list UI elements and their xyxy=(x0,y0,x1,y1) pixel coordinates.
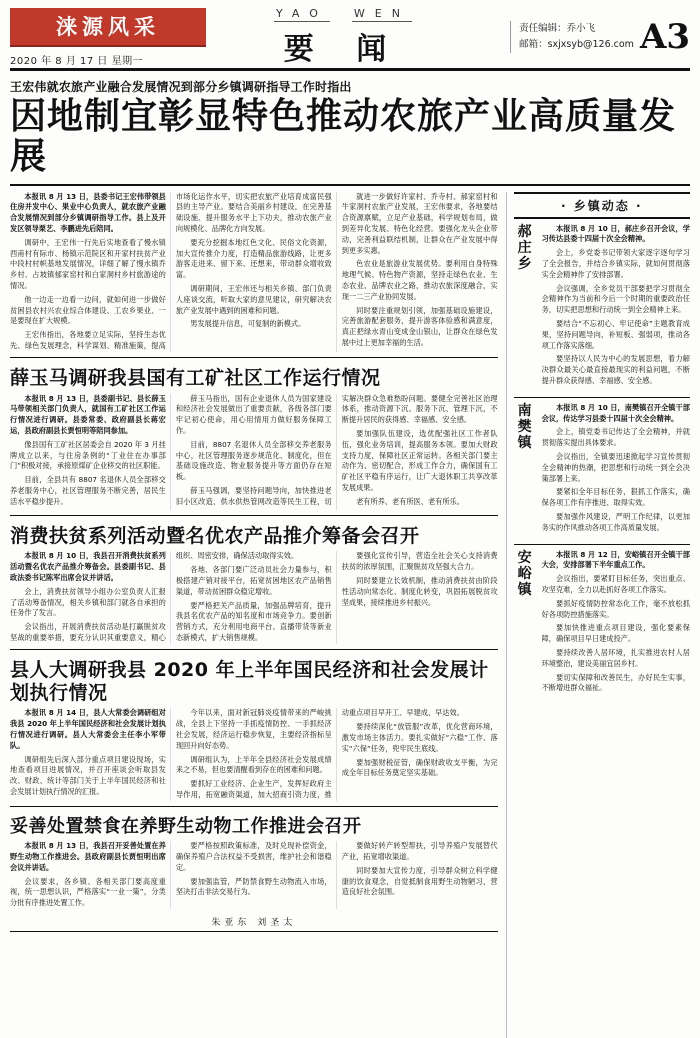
paragraph: 薛玉马强调，要坚持问题导向，加快推进老旧小区改造、供水供热管网改造等民生工程，切实解决群众急难愁盼问题。要健全完善社区治理体系，推动资源下沉、服务下沉、管理下沉，不断提升居民的获得感、幸福感、安全感。 xyxy=(175,393,498,506)
editor-contact xyxy=(510,21,634,53)
section-body-wildlife xyxy=(10,841,498,909)
dateline: 本报讯 8 月 10 日，南樊镇召开全镇干部会议，传达学习县委十四届十次全会精神。 xyxy=(541,402,690,423)
lead-divider xyxy=(10,184,690,186)
township-name: 安峪镇 xyxy=(517,549,532,598)
paragraph: 要加快推进重点项目建设，强化要素保障，确保项目早日建成投产。 xyxy=(541,623,690,644)
paragraph: 要结合“不忘初心、牢记使命”主题教育成果，坚持问题导向，补短板、强弱项，推动各项工作落实落细。 xyxy=(541,319,690,350)
sidebar-divider xyxy=(514,544,690,545)
section-heading-mining: 薛玉马调研我县国有工矿社区工作运行情况 xyxy=(10,366,381,389)
paragraph: 老有所养、老有所医、老有所乐。 xyxy=(356,496,464,506)
paragraph: 调研期间，王宏伟还与相关乡镇、部门负责人座谈交流，听取大家的意见建议，研究解决农旅产业发展中遇到的困难和问题。 xyxy=(175,284,332,315)
paragraph: 会上，镇党委书记传达了全会精神，并就贯彻落实提出具体要求。 xyxy=(541,427,690,448)
masthead xyxy=(10,8,690,71)
township-body xyxy=(542,403,690,537)
editor-line: 责任编辑：乔小飞 xyxy=(519,22,596,34)
paragraph: 要持续改善人居环境，扎实推进农村人居环境整治，建设美丽宜居乡村。 xyxy=(541,647,690,668)
sidebar-township-news xyxy=(506,192,690,1038)
dateline: 本报讯 8 月 10 日，郝庄乡召开会议，学习传达县委十四届十次全会精神。 xyxy=(541,223,690,244)
township-body xyxy=(542,550,690,698)
body-layout xyxy=(10,192,690,1038)
paragraph: 要做好转产转型帮扶，引导养殖户发展替代产业，拓宽增收渠道。 xyxy=(341,841,498,862)
lead-body xyxy=(10,192,498,352)
paragraph: 要加强作风建设，严明工作纪律，以更加务实的作风推动各项工作高质量发展。 xyxy=(541,511,690,532)
paragraph: 男发展提升信息，可复制的新模式。 xyxy=(190,319,306,329)
paragraph: 调研组认为，上半年全县经济社会发展成绩来之不易，但也要清醒看到存在的困难和问题。 xyxy=(175,754,332,775)
paragraph: 色农业是旅游业发展优势。要利用自身特殊地理气候、特色物产资源，坚持走绿色农业、生态农业、品牌农业之路，推动农旅深度融合，实现一二三产业协同发展。 xyxy=(341,259,498,301)
paragraph: 目前，全县共有 8807 名退休人员全部移交养老服务中心，社区管理服务不断完善，居民生活水平稳步提升。 xyxy=(10,475,166,506)
paragraph: 要持续深化“放管服”改革，优化营商环境，激发市场主体活力。要扎实做好“六稳”工作、落实“六保”任务，兜牢民生底线。 xyxy=(341,722,498,753)
list-item xyxy=(514,403,690,537)
dateline: 本报讯 8 月 13 日，我县召开妥善处置在养野生动物工作推进会。县政府副县长贾恒明出席会议并讲话。 xyxy=(10,841,166,872)
dateline: 本报讯 8 月 13 日，县委副书记、县长薛玉马带领相关部门负责人，就国有工矿社区工作运行情况进行调研。县委常委、政府副县长蒋宏运，县政府副县长贾恒明等陪同参加。 xyxy=(10,393,166,435)
township-name: 郝庄乡 xyxy=(517,223,532,272)
paragraph: 要严格把关产品质量，加强品牌培育，提升我县名优农产品的知名度和市场竞争力。要创新营销方式，充分利用电商平台、直播带货等新业态新模式，扩大销售规模。 xyxy=(175,600,332,642)
main-column xyxy=(10,192,498,1038)
list-item xyxy=(514,224,690,390)
paragraph: 会议强调，全乡党员干部要把学习贯彻全会精神作为当前和今后一个时期的重要政治任务，切实把思想和行动统一到全会精神上来。 xyxy=(541,283,690,315)
paragraph xyxy=(542,403,690,425)
email-line: 邮箱：sxjxsyb@126.com xyxy=(519,39,634,50)
dateline: 本报讯 8 月 13 日，县委书记王宏伟带领县住房并发中心、果业中心负责人，就农旅产业融合发展情况到部分乡镇调研指导工作。县上及开发区领导栗艺、李鹏进先后陪同。 xyxy=(10,191,166,234)
dateline: 本报讯 8 月 10 日，我县召开消费扶贫系列活动暨名优农产品推介筹备会。县委副书记、县政法委书记陈军出席会议并讲话。 xyxy=(10,551,166,582)
section-divider xyxy=(10,357,498,358)
paragraph xyxy=(542,550,690,572)
masthead-center xyxy=(206,8,480,66)
paragraph: 会上，消费扶贫领导小组办公室负责人汇报了活动筹备情况，相关乡镇和部门就各自承担的任务作了发言。 xyxy=(10,586,166,618)
footer-rule xyxy=(10,931,498,932)
paragraph: 他一边走一边看一边问，就如何进一步做好贫困县农村兴农业综合体建设、工农乡果业、一是要现在扩大规模。 xyxy=(10,294,166,326)
paragraph: 要充分挖掘本地红色文化、民俗文化资源，加大宣传推介力度，打造精品旅游线路，让更多游客走进来、留下来、还想来，带动群众增收致富。 xyxy=(175,237,332,280)
paragraph: 要强化宣传引导，营造全社会关心支持消费扶贫的浓厚氛围，汇聚脱贫攻坚强大合力。 xyxy=(341,551,498,572)
paragraph: 要紧扣全年目标任务，狠抓工作落实，确保各项工作有序推进、取得实效。 xyxy=(541,487,690,508)
section-title: 要 闻 xyxy=(283,31,403,67)
section-divider xyxy=(10,806,498,807)
section-heading-npc: 县人大调研我县 2020 年上半年国民经济和社会发展计划执行情况 xyxy=(10,658,489,704)
paragraph: 要严格按照政策标准，及时兑现补偿资金，确保养殖户合法权益不受损害，维护社会和谐稳定。 xyxy=(175,841,332,872)
paragraph xyxy=(10,551,166,583)
section-body-poverty xyxy=(10,551,498,643)
dateline: 本报讯 8 月 12 日，安峪镇召开全镇干部大会，安排部署下半年重点工作。 xyxy=(541,549,690,570)
paragraph: 会议指出，要紧盯目标任务，突出重点、攻坚克难，全力以赴抓好各项工作落实。 xyxy=(541,574,690,594)
section-heading-wildlife: 妥善处置禁食在养野生动物工作推进会召开 xyxy=(10,815,362,837)
paragraph: 目前，8807 名退休人员全部移交养老服务中心，社区管理服务逐步规范化、制度化，但在基础设施改造、物业服务提升等方面仍存在短板。 xyxy=(175,439,332,482)
paragraph: 各地、各部门要广泛动员社会力量参与，积极搭建产销对接平台，拓宽贫困地区农产品销售渠道，带动贫困群众稳定增收。 xyxy=(175,565,332,596)
paragraph: 同时要注重规划引领，加强基础设施建设，完善旅游配套服务，提升游客体验感和满意度，真正把绿水青山变成金山银山，让群众在绿色发展中过上更加幸福的生活。 xyxy=(341,305,498,347)
paragraph: 薛玉马指出，国有企业退休人员为国家建设和经济社会发展做出了重要贡献，各级各部门要牢记初心使命，用心用情用力做好服务保障工作。 xyxy=(175,393,332,435)
township-name: 南樊镇 xyxy=(517,402,532,451)
dateline: 本报讯 8 月 14 日，县人大常委会调研组对我县 2020 年上半年国民经济和社会发展计划执行情况进行调研。县人大常委会主任李小军带队。 xyxy=(10,708,166,750)
publication-date: 2020 年 8 月 17 日 星期一 xyxy=(10,56,144,67)
lead-headline: 因地制宜彰显特色推动农旅产业高质量发展 xyxy=(10,96,677,178)
section-divider xyxy=(10,649,498,650)
section-body-npc xyxy=(10,708,498,800)
masthead-right xyxy=(480,8,690,66)
section-divider xyxy=(10,515,498,516)
section-pinyin xyxy=(274,7,412,22)
paragraph: 今年以来，面对新冠肺炎疫情带来的严峻挑战，全县上下坚持一手抓疫情防控、一手抓经济社会发展，经济运行稳步恢复，主要经济指标呈现回升向好态势。 xyxy=(175,708,332,750)
sidebar-title: · 乡镇动态 · xyxy=(514,192,690,219)
paragraph: 要切实保障和改善民生，办好民生实事，不断增进群众福祉。 xyxy=(541,672,690,693)
paragraph: 要加强监管，严防禁食野生动物流入市场，坚决打击非法交易行为。 xyxy=(175,876,332,897)
paragraph: 会议指出，全镇要迅速掀起学习宣传贯彻全会精神的热潮，把思想和行动统一到全会决策部署上来。 xyxy=(541,451,690,483)
pinyin-yao: YAO xyxy=(276,6,328,20)
paragraph: 王宏伟指出，各地要立足实际，坚持生态优先、绿色发展理念，科学谋划、精准施策，提高市场化运作水平，切实把农旅产业培育成富民强县的主导产业。要结合美丽乡村建设，在完善基础设施、提升服务水平上下功夫，推动农旅产业向规模化、品牌化方向发展。 xyxy=(10,191,332,350)
page-number: A3 xyxy=(639,17,690,57)
paragraph: 会议指出，开展消费扶贫活动是打赢脱贫攻坚战的重要举措，要充分认识其重要意义，精心组织、周密安排，确保活动取得实效。 xyxy=(10,551,299,642)
paragraph: 调研组先后深入部分重点项目建设现场，实地查看项目进展情况，并召开座谈会听取县发改、财政、统计等部门关于上半年国民经济和社会发展计划执行情况的汇报。 xyxy=(10,754,166,796)
paragraph xyxy=(10,192,166,235)
paragraph: 要抓好工业经济、企业生产，发挥好政府主导作用，拓宽融资渠道，加大招商引资力度，推动重点项目早开工、早建成、早达效。 xyxy=(175,708,464,799)
list-item xyxy=(514,550,690,698)
sidebar-divider xyxy=(514,397,690,398)
paragraph: 像县国有工矿社区居委会自 2020 年 3 月挂牌成立以来，与住房条例的“丁业住在办事部门”积极对接，承接原煤矿企业移交的社区职能。 xyxy=(10,439,166,471)
paragraph xyxy=(10,841,166,873)
paragraph: 要抓好疫情防控常态化工作，毫不放松抓好各项防控措施落实。 xyxy=(541,598,690,619)
byline: 朱亚东 刘圣太 xyxy=(211,918,297,929)
newspaper-logo: 涞源风采 xyxy=(10,8,206,47)
section-body-mining xyxy=(10,394,498,510)
paragraph: 会上，乡党委书记带领大家逐字逐句学习了全会报告，并结合乡镇实际，就如何贯彻落实全会精神作了安排部署。 xyxy=(541,248,690,279)
masthead-left xyxy=(10,8,206,66)
paragraph: 要加强队伍建设，选优配强社区工作者队伍，强化业务培训，提高服务本领。要加大财政支持力度，保障社区正常运转。各相关部门要主动作为、密切配合，形成工作合力，确保国有工矿社区平稳有序运行，让广大退休职工共享改革发展成果。 xyxy=(341,428,498,492)
lead-kicker: 王宏伟就农旅产业融合发展情况到部分乡镇调研指导工作时指出 xyxy=(10,80,352,94)
section-heading-poverty: 消费扶贫系列活动暨名优农产品推介筹备会召开 xyxy=(10,524,420,547)
paragraph: 同时要加大宣传力度，引导群众树立科学健康的饮食观念，自觉抵制食用野生动物陋习，营造良好社会氛围。 xyxy=(341,865,498,897)
township-body xyxy=(542,224,690,390)
paragraph xyxy=(542,224,690,246)
paragraph xyxy=(10,708,166,751)
paragraph: 要坚持以人民为中心的发展思想，着力解决群众最关心最直接最现实的利益问题，不断提升群众获得感、幸福感、安全感。 xyxy=(541,354,690,385)
paragraph: 调研中，王宏伟一行先后实地查看了慢水镇西甫村有际市、杨镇示范院区和开家村扶贫产业中段村村帜基地发展情况，详细了解了慢水镇乔乡村、占坡镇郁家窑村和白家洞村乡村旅游途的情况。 xyxy=(10,237,166,290)
paragraph: 要加强财税征管，确保财政收支平衡，为完成全年目标任务奠定坚实基础。 xyxy=(341,757,498,778)
pinyin-wen: WEN xyxy=(353,6,410,20)
paragraph xyxy=(10,394,166,437)
paragraph: 同时要建立长效机制，推动消费扶贫由阶段性活动向常态化、制度化转变，巩固拓展脱贫攻坚成果，接续推进乡村振兴。 xyxy=(341,575,498,607)
paragraph: 就进一步做好许家村、乔寺村、郝家窑村和牛家洞村农旅产业发展，王宏伟要求，各地要结合资源禀赋，立足产业基础，科学规划布局，做到差异化发展、特色化经营。要强化龙头企业带动，完善利益联结机制，让群众在产业发展中得到更多实惠。 xyxy=(341,191,498,255)
paragraph: 会议要求，各乡镇、各相关部门要高度重视，统一思想认识，严格落实“一业一策”，分类分批有序推进处置工作。 xyxy=(10,876,166,908)
